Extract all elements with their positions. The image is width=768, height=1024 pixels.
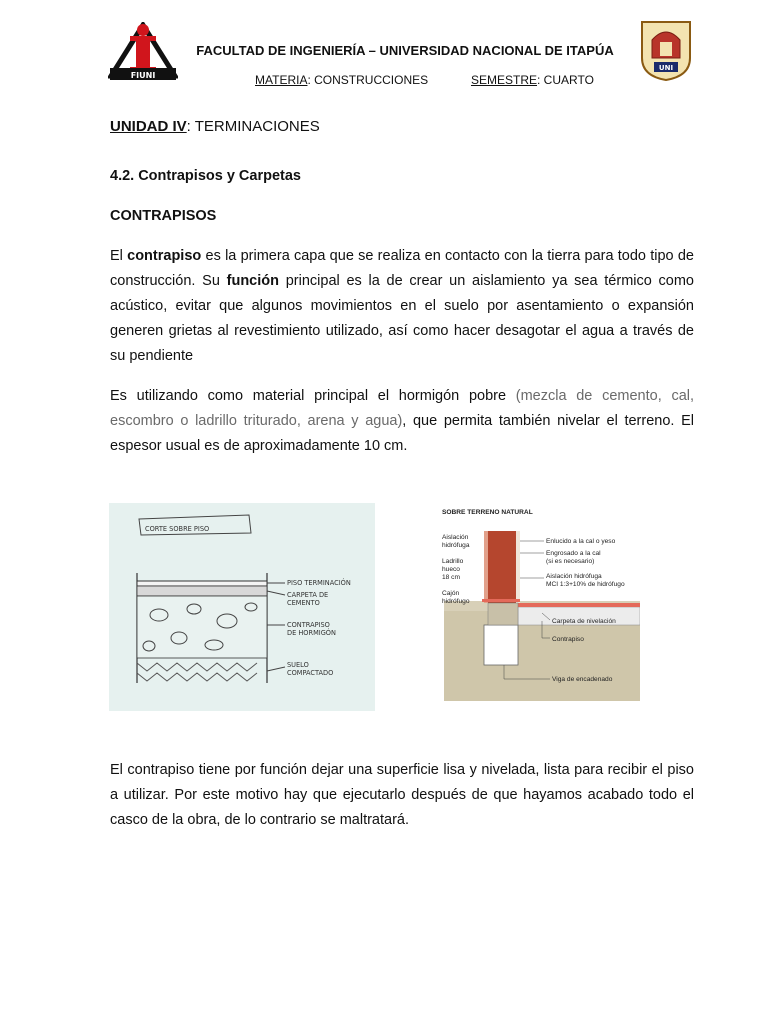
diagram-left-1b: hidrófuga [442, 542, 470, 549]
diagram-left-2a: Ladrillo [442, 558, 464, 565]
diagram-left-1a: Aislación [442, 534, 469, 541]
svg-text:FIUNI: FIUNI [130, 71, 156, 80]
semestre-value: : CUARTO [537, 73, 594, 87]
materia-value: : CONSTRUCCIONES [307, 73, 429, 87]
brick-wall [484, 531, 520, 603]
paragraph-2 [110, 384, 694, 459]
diagram-right-3a: Aislación hidrófuga [546, 573, 602, 580]
diagram-right-6: Viga de encadenado [552, 676, 613, 683]
diagram-right-3b: MCI 1:3+10% de hidrófugo [546, 581, 625, 588]
sketch-label-suelo-b: COMPACTADO [287, 669, 334, 677]
p1-bold-contrapiso: contrapiso [127, 248, 202, 264]
university-seal [638, 14, 694, 82]
sketch-floor-section [109, 503, 375, 711]
p1-text-1: El [110, 248, 128, 264]
diagram-right-2b: (si es necesario) [546, 558, 595, 565]
seal-text: UNI [658, 64, 674, 72]
p2-text-1: Es utilizando como material principal el hormigón pobre [110, 388, 516, 404]
faculty-logo [108, 22, 178, 84]
diagram-left-2c: 18 cm [442, 574, 460, 581]
paragraph-1 [110, 244, 694, 369]
semestre-label: SEMESTRE [471, 73, 538, 87]
diagram-left-3b: hidrófugo [442, 598, 470, 605]
subsection-title: CONTRAPISOS [110, 208, 217, 224]
p2-gray-text: (mezcla de cemento, cal, escombro o ladrillo triturado, arena y agua) [110, 388, 695, 429]
sketch-label-carpeta-b: CEMENTO [287, 599, 320, 607]
diagram-terreno-natural [432, 503, 640, 701]
unit-title: : TERMINACIONES [186, 118, 320, 135]
p1-text-3: principal es la de crear un aislamiento ya sea térmico como acústico, evitar que algunos movimientos en el suelo por asentamiento o expansión generen grietas al revestimiento utilizado, así como hacer desagotar el agua a través de su pendiente [110, 273, 694, 364]
header-materia [255, 73, 428, 87]
unit-label: UNIDAD IV [110, 118, 187, 135]
header-title: FACULTAD DE INGENIERÍA – UNIVERSIDAD NACIONAL DE ITAPÚA [196, 43, 614, 58]
sketch-label-contrapiso-b: DE HORMIGÓN [287, 629, 336, 637]
section-title: 4.2. Contrapisos y Carpetas [110, 168, 301, 184]
header-semestre [471, 73, 594, 87]
diagram-right-1: Enlucido a la cal o yeso [546, 538, 616, 545]
p2-text-2: , que permita también nivelar el terreno. El espesor usual es de aproximadamente 10 cm. [110, 413, 694, 454]
p1-bold-funcion: función [226, 273, 279, 289]
unit-heading [110, 118, 320, 135]
diagram-left-2b: hueco [442, 566, 460, 573]
p1-text-2: es la primera capa que se realiza en contacto con la tierra para todo tipo de construcción. Su [110, 248, 694, 289]
sketch-label-piso: PISO TERMINACIÓN [287, 579, 351, 587]
sketch-title: CORTE SOBRE PISO [145, 525, 210, 533]
sketch-label-suelo-a: SUELO [287, 661, 309, 669]
diagram-right-5: Contrapiso [552, 636, 584, 643]
diagram-right-4: Carpeta de nivelación [552, 618, 616, 625]
diagram-title: SOBRE TERRENO NATURAL [442, 509, 533, 516]
sketch-label-carpeta-a: CARPETA DE [287, 591, 329, 599]
paragraph-3: El contrapiso tiene por función dejar una superficie lisa y nivelada, lista para recibir el piso a utilizar. Por este motivo hay que ejecutarlo después de que hayamos acabado todo el casco de la obra, de lo contrario se maltratará. [110, 762, 694, 828]
diagram-right-2a: Engrosado a la cal [546, 550, 601, 557]
diagram-left-3a: Cajón [442, 590, 460, 597]
sketch-label-contrapiso-a: CONTRAPISO [287, 621, 330, 629]
materia-label: MATERIA [255, 73, 308, 87]
